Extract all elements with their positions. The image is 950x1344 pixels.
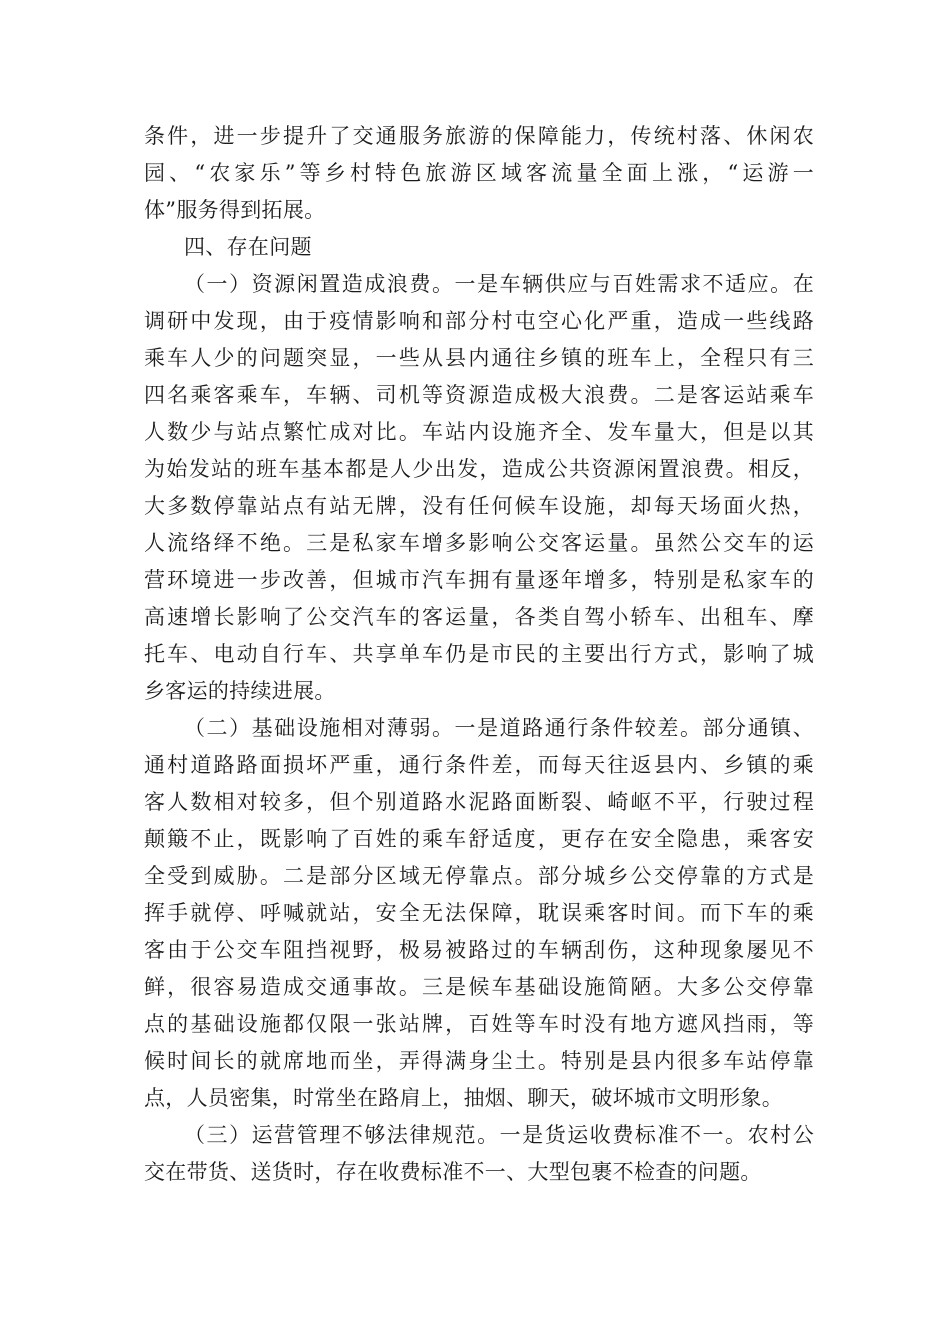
body-line: 乘车人少的问题突显，一些从县内通往乡镇的班车上，全程只有三 (144, 346, 814, 370)
body-line: 客人数相对较多，但个别道路水泥路面断裂、崎岖不平，行驶过程 (144, 790, 814, 814)
body-line: 候时间长的就席地而坐，弄得满身尘土。特别是县内很多车站停靠 (144, 1049, 814, 1073)
body-line: 人数少与站点繁忙成对比。车站内设施齐全、发车量大，但是以其 (144, 420, 814, 444)
body-line: 点的基础设施都仅限一张站牌，百姓等车时没有地方遮风挡雨，等 (144, 1012, 814, 1036)
body-line: 调研中发现，由于疫情影响和部分村屯空心化严重，造成一些线路 (144, 309, 814, 333)
body-line: 为始发站的班车基本都是人少出发，造成公共资源闲置浪费。相反， (144, 457, 814, 481)
body-line: 通村道路路面损坏严重，通行条件差，而每天往返县内、乡镇的乘 (144, 753, 814, 777)
body-line: 鲜，很容易造成交通事故。三是候车基础设施简陋。大多公交停靠 (144, 975, 814, 999)
body-line: 高速增长影响了公交汽车的客运量，各类自驾小轿车、出租车、摩 (144, 605, 814, 629)
body-line: （一）资源闲置造成浪费。一是车辆供应与百姓需求不适应。在 (184, 272, 814, 296)
body-line: 营环境进一步改善，但城市汽车拥有量逐年增多，特别是私家车的 (144, 568, 814, 592)
body-line: 人流络绎不绝。三是私家车增多影响公交客运量。虽然公交车的运 (144, 531, 814, 555)
document-body (144, 118, 814, 1191)
body-line: 托车、电动自行车、共享单车仍是市民的主要出行方式，影响了城 (144, 642, 814, 666)
body-line: 交在带货、送货时，存在收费标准不一、大型包裹不检查的问题。 (144, 1160, 762, 1184)
body-line: 大多数停靠站点有站无牌，没有任何候车设施，却每天场面火热， (144, 494, 814, 518)
body-line: 园、“农家乐”等乡村特色旅游区域客流量全面上涨，“运游一 (144, 161, 814, 185)
body-line: 全受到威胁。二是部分区域无停靠点。部分城乡公交停靠的方式是 (144, 864, 814, 888)
body-line: 体”服务得到拓展。 (144, 198, 326, 222)
body-line: 四名乘客乘车，车辆、司机等资源造成极大浪费。二是客运站乘车 (144, 383, 814, 407)
body-line: 挥手就停、呼喊就站，安全无法保障，耽误乘客时间。而下车的乘 (144, 901, 814, 925)
section-heading: 四、存在问题 (184, 235, 312, 259)
body-line: 乡客运的持续进展。 (144, 679, 336, 703)
body-line: 客由于公交车阻挡视野，极易被路过的车辆刮伤，这种现象屡见不 (144, 938, 814, 962)
body-line: 点，人员密集，时常坐在路肩上，抽烟、聊天，破坏城市文明形象。 (144, 1086, 783, 1110)
body-line: 条件，进一步提升了交通服务旅游的保障能力，传统村落、休闲农 (144, 124, 814, 148)
body-line: （二）基础设施相对薄弱。一是道路通行条件较差。部分通镇、 (184, 716, 814, 740)
body-line: （三）运营管理不够法律规范。一是货运收费标准不一。农村公 (184, 1123, 814, 1147)
body-line: 颠簸不止，既影响了百姓的乘车舒适度，更存在安全隐患，乘客安 (144, 827, 814, 851)
